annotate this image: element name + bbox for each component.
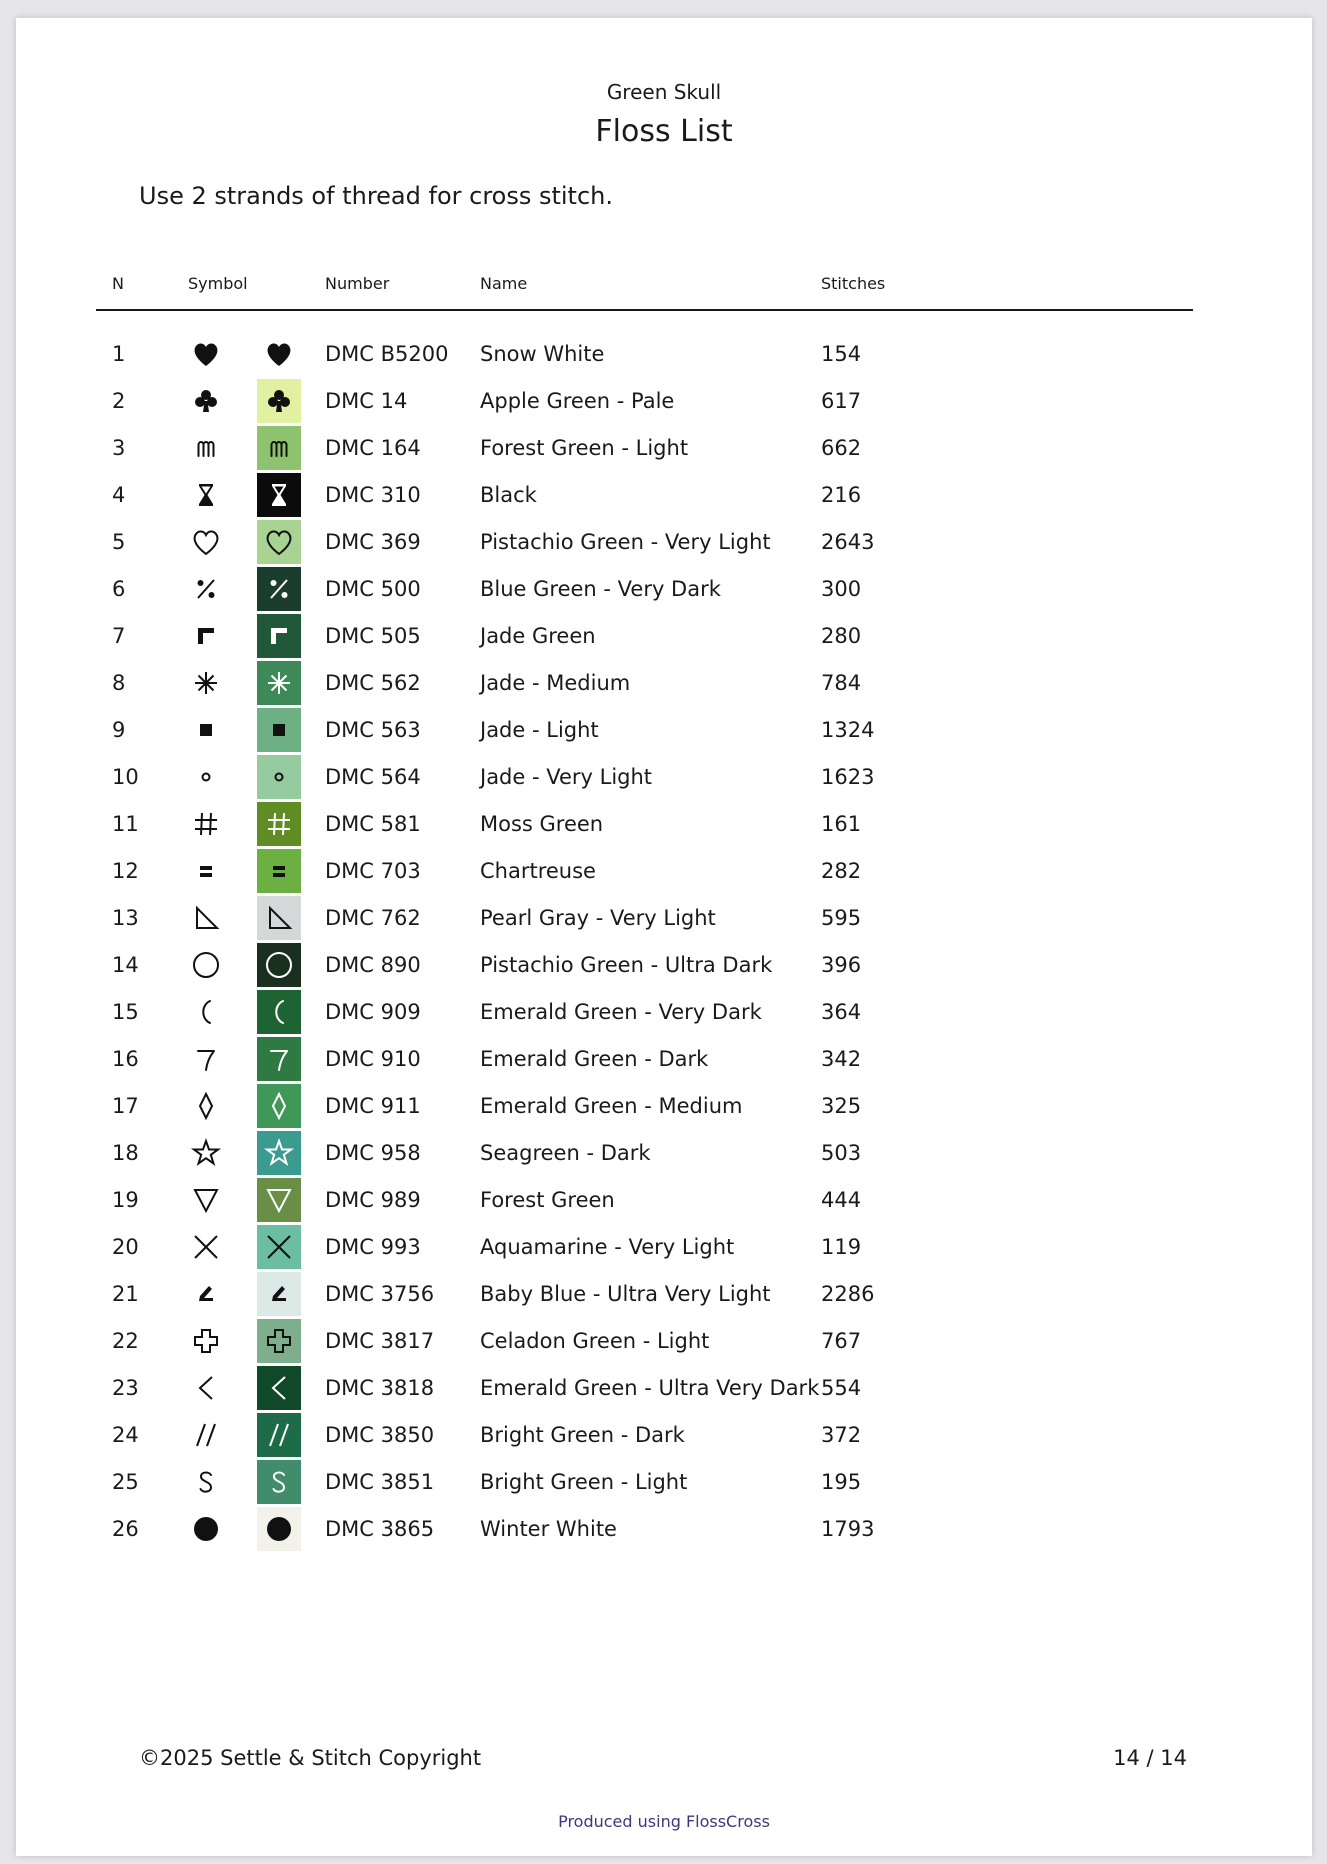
table-row <box>16 1366 1312 1413</box>
asterisk-icon <box>263 667 295 699</box>
table-row <box>16 1037 1312 1084</box>
crescent-icon <box>263 996 295 1028</box>
floss-name: Jade Green <box>480 624 596 648</box>
floss-number: DMC 762 <box>325 906 421 930</box>
heart-solid-icon <box>184 332 228 376</box>
color-swatch <box>257 990 301 1034</box>
table-row <box>16 379 1312 426</box>
table-row <box>16 520 1312 567</box>
letter-s-icon <box>263 1466 295 1498</box>
heart-solid-icon <box>263 338 295 370</box>
stitch-count: 2286 <box>821 1282 875 1306</box>
color-swatch <box>257 426 301 470</box>
floss-number: DMC 3865 <box>325 1517 435 1541</box>
hash-icon <box>184 802 228 846</box>
floss-name: Jade - Very Light <box>480 765 653 789</box>
table-row <box>16 1507 1312 1554</box>
stitch-count: 119 <box>821 1235 862 1259</box>
right-triangle-icon <box>263 902 295 934</box>
floss-number: DMC 3818 <box>325 1376 435 1400</box>
star-icon <box>184 1131 228 1175</box>
floss-number: DMC 3756 <box>325 1282 435 1306</box>
equals-icon <box>184 849 228 893</box>
color-swatch <box>257 614 301 658</box>
plus-outline-icon <box>184 1319 228 1363</box>
floss-number: DMC 500 <box>325 577 421 601</box>
stitch-count: 396 <box>821 953 862 977</box>
floss-name: Blue Green - Very Dark <box>480 577 721 601</box>
club-icon <box>263 385 295 417</box>
row-index: 19 <box>112 1188 139 1212</box>
color-swatch <box>257 1131 301 1175</box>
double-slash-icon <box>263 1419 295 1451</box>
floss-name: Jade - Light <box>480 718 599 742</box>
row-index: 1 <box>112 342 126 366</box>
stitch-count: 1324 <box>821 718 875 742</box>
diamond-icon <box>184 1084 228 1128</box>
stitch-count: 2643 <box>821 530 875 554</box>
row-index: 10 <box>112 765 139 789</box>
stitch-count: 364 <box>821 1000 862 1024</box>
color-swatch <box>257 802 301 846</box>
color-swatch <box>257 1084 301 1128</box>
floss-name: Jade - Medium <box>480 671 631 695</box>
row-index: 17 <box>112 1094 139 1118</box>
instructions-text: Use 2 strands of thread for cross stitch. <box>139 182 613 210</box>
row-index: 25 <box>112 1470 139 1494</box>
check-mark-icon <box>184 1272 228 1316</box>
table-row <box>16 849 1312 896</box>
hourglass-icon <box>263 479 295 511</box>
floss-number: DMC 958 <box>325 1141 421 1165</box>
floss-number: DMC 993 <box>325 1235 421 1259</box>
document-page <box>16 18 1312 1856</box>
page-number: 14 / 14 <box>1113 1746 1187 1770</box>
stitch-count: 1793 <box>821 1517 875 1541</box>
table-row <box>16 661 1312 708</box>
floss-number: DMC 563 <box>325 718 421 742</box>
heart-outline-icon <box>184 520 228 564</box>
row-index: 24 <box>112 1423 139 1447</box>
crescent-icon <box>184 990 228 1034</box>
stitch-count: 154 <box>821 342 862 366</box>
page-title: Floss List <box>595 114 733 149</box>
circle-outline-icon <box>184 943 228 987</box>
circle-outline-icon <box>263 949 295 981</box>
floss-name: Emerald Green - Very Dark <box>480 1000 762 1024</box>
color-swatch <box>257 1366 301 1410</box>
table-row <box>16 1131 1312 1178</box>
floss-name: Moss Green <box>480 812 604 836</box>
floss-number: DMC B5200 <box>325 342 449 366</box>
floss-name: Celadon Green - Light <box>480 1329 710 1353</box>
floss-name: Pistachio Green - Very Light <box>480 530 771 554</box>
color-swatch <box>257 1178 301 1222</box>
floss-number: DMC 562 <box>325 671 421 695</box>
check-mark-icon <box>263 1278 295 1310</box>
row-index: 23 <box>112 1376 139 1400</box>
table-row <box>16 332 1312 379</box>
triangle-down-icon <box>184 1178 228 1222</box>
floss-name: Emerald Green - Ultra Very Dark <box>480 1376 820 1400</box>
stitch-count: 595 <box>821 906 862 930</box>
header-symbol: Symbol <box>188 274 248 293</box>
table-row <box>16 755 1312 802</box>
floss-number: DMC 164 <box>325 436 421 460</box>
floss-number: DMC 989 <box>325 1188 421 1212</box>
floss-name: Pearl Gray - Very Light <box>480 906 716 930</box>
color-swatch <box>257 896 301 940</box>
row-index: 2 <box>112 389 126 413</box>
color-swatch <box>257 473 301 517</box>
color-swatch <box>257 379 301 423</box>
seven-icon <box>184 1037 228 1081</box>
color-swatch <box>257 1037 301 1081</box>
produced-by-link[interactable]: Produced using FlossCross <box>558 1812 770 1831</box>
floss-number: DMC 581 <box>325 812 421 836</box>
floss-name: Seagreen - Dark <box>480 1141 651 1165</box>
pattern-name: Green Skull <box>606 80 722 104</box>
row-index: 5 <box>112 530 126 554</box>
floss-number: DMC 14 <box>325 389 408 413</box>
row-index: 11 <box>112 812 139 836</box>
seven-icon <box>263 1043 295 1075</box>
equals-icon <box>263 855 295 887</box>
circle-solid-icon <box>184 1507 228 1551</box>
row-index: 15 <box>112 1000 139 1024</box>
floss-number: DMC 3817 <box>325 1329 435 1353</box>
row-index: 21 <box>112 1282 139 1306</box>
stitch-count: 1623 <box>821 765 875 789</box>
row-index: 20 <box>112 1235 139 1259</box>
table-row <box>16 896 1312 943</box>
table-row <box>16 473 1312 520</box>
stitch-count: 216 <box>821 483 862 507</box>
row-index: 7 <box>112 624 126 648</box>
letter-m-icon <box>184 426 228 470</box>
stitch-count: 161 <box>821 812 862 836</box>
header-name: Name <box>480 274 528 293</box>
corner-icon <box>184 614 228 658</box>
floss-number: DMC 909 <box>325 1000 421 1024</box>
header-divider <box>96 309 1193 311</box>
floss-number: DMC 703 <box>325 859 421 883</box>
copyright-text: ©2025 Settle & Stitch Copyright <box>139 1746 482 1770</box>
color-swatch <box>257 708 301 752</box>
table-row <box>16 990 1312 1037</box>
floss-number: DMC 310 <box>325 483 421 507</box>
table-row <box>16 1460 1312 1507</box>
floss-table <box>16 332 1312 1554</box>
color-swatch <box>257 943 301 987</box>
stitch-count: 280 <box>821 624 862 648</box>
floss-name: Aquamarine - Very Light <box>480 1235 735 1259</box>
color-swatch <box>257 1460 301 1504</box>
cross-icon <box>184 1225 228 1269</box>
star-icon <box>263 1137 295 1169</box>
floss-name: Forest Green <box>480 1188 615 1212</box>
percent-icon <box>184 567 228 611</box>
floss-name: Baby Blue - Ultra Very Light <box>480 1282 771 1306</box>
row-index: 22 <box>112 1329 139 1353</box>
corner-icon <box>263 620 295 652</box>
small-circle-icon <box>184 755 228 799</box>
stitch-count: 784 <box>821 671 862 695</box>
club-icon <box>184 379 228 423</box>
stitch-count: 325 <box>821 1094 862 1118</box>
stitch-count: 282 <box>821 859 862 883</box>
row-index: 3 <box>112 436 126 460</box>
color-swatch <box>257 849 301 893</box>
color-swatch <box>257 1272 301 1316</box>
table-row <box>16 1178 1312 1225</box>
table-row <box>16 1272 1312 1319</box>
circle-solid-icon <box>263 1513 295 1545</box>
row-index: 8 <box>112 671 126 695</box>
color-swatch <box>257 755 301 799</box>
floss-number: DMC 911 <box>325 1094 421 1118</box>
double-slash-icon <box>184 1413 228 1457</box>
floss-name: Chartreuse <box>480 859 596 883</box>
floss-name: Emerald Green - Dark <box>480 1047 709 1071</box>
stitch-count: 617 <box>821 389 862 413</box>
small-circle-icon <box>263 761 295 793</box>
stitch-count: 662 <box>821 436 862 460</box>
color-swatch <box>257 567 301 611</box>
table-row <box>16 943 1312 990</box>
letter-s-icon <box>184 1460 228 1504</box>
floss-number: DMC 564 <box>325 765 421 789</box>
row-index: 13 <box>112 906 139 930</box>
stitch-count: 554 <box>821 1376 862 1400</box>
row-index: 6 <box>112 577 126 601</box>
plus-outline-icon <box>263 1325 295 1357</box>
row-index: 14 <box>112 953 139 977</box>
header-n: N <box>112 274 124 293</box>
diamond-icon <box>263 1090 295 1122</box>
square-icon <box>263 714 295 746</box>
floss-name: Bright Green - Light <box>480 1470 688 1494</box>
floss-name: Black <box>480 483 537 507</box>
table-row <box>16 1084 1312 1131</box>
header-number: Number <box>325 274 390 293</box>
row-index: 12 <box>112 859 139 883</box>
hash-icon <box>263 808 295 840</box>
row-index: 9 <box>112 718 126 742</box>
color-swatch <box>257 661 301 705</box>
table-row <box>16 1413 1312 1460</box>
square-icon <box>184 708 228 752</box>
row-index: 18 <box>112 1141 139 1165</box>
color-swatch <box>257 520 301 564</box>
color-swatch <box>257 1225 301 1269</box>
stitch-count: 503 <box>821 1141 862 1165</box>
stitch-count: 300 <box>821 577 862 601</box>
table-row <box>16 426 1312 473</box>
asterisk-icon <box>184 661 228 705</box>
floss-number: DMC 3850 <box>325 1423 435 1447</box>
stitch-count: 444 <box>821 1188 862 1212</box>
triangle-down-icon <box>263 1184 295 1216</box>
floss-name: Pistachio Green - Ultra Dark <box>480 953 773 977</box>
floss-number: DMC 505 <box>325 624 421 648</box>
stitch-count: 767 <box>821 1329 862 1353</box>
right-triangle-icon <box>184 896 228 940</box>
less-than-icon <box>184 1366 228 1410</box>
stitch-count: 195 <box>821 1470 862 1494</box>
floss-number: DMC 3851 <box>325 1470 435 1494</box>
stitch-count: 372 <box>821 1423 862 1447</box>
table-row <box>16 708 1312 755</box>
color-swatch <box>257 1319 301 1363</box>
color-swatch <box>257 1507 301 1551</box>
percent-icon <box>263 573 295 605</box>
floss-name: Bright Green - Dark <box>480 1423 685 1447</box>
stitch-count: 342 <box>821 1047 862 1071</box>
less-than-icon <box>263 1372 295 1404</box>
letter-m-icon <box>263 432 295 464</box>
row-index: 4 <box>112 483 126 507</box>
table-row <box>16 614 1312 661</box>
table-row <box>16 1319 1312 1366</box>
cross-icon <box>263 1231 295 1263</box>
floss-number: DMC 369 <box>325 530 421 554</box>
floss-number: DMC 890 <box>325 953 421 977</box>
table-row <box>16 567 1312 614</box>
heart-outline-icon <box>263 526 295 558</box>
color-swatch <box>257 332 301 376</box>
floss-name: Snow White <box>480 342 605 366</box>
table-row <box>16 1225 1312 1272</box>
floss-number: DMC 910 <box>325 1047 421 1071</box>
color-swatch <box>257 1413 301 1457</box>
header-stitches: Stitches <box>821 274 886 293</box>
floss-name: Forest Green - Light <box>480 436 689 460</box>
floss-name: Winter White <box>480 1517 617 1541</box>
row-index: 26 <box>112 1517 139 1541</box>
floss-name: Apple Green - Pale <box>480 389 675 413</box>
row-index: 16 <box>112 1047 139 1071</box>
table-row <box>16 802 1312 849</box>
hourglass-icon <box>184 473 228 517</box>
floss-name: Emerald Green - Medium <box>480 1094 743 1118</box>
